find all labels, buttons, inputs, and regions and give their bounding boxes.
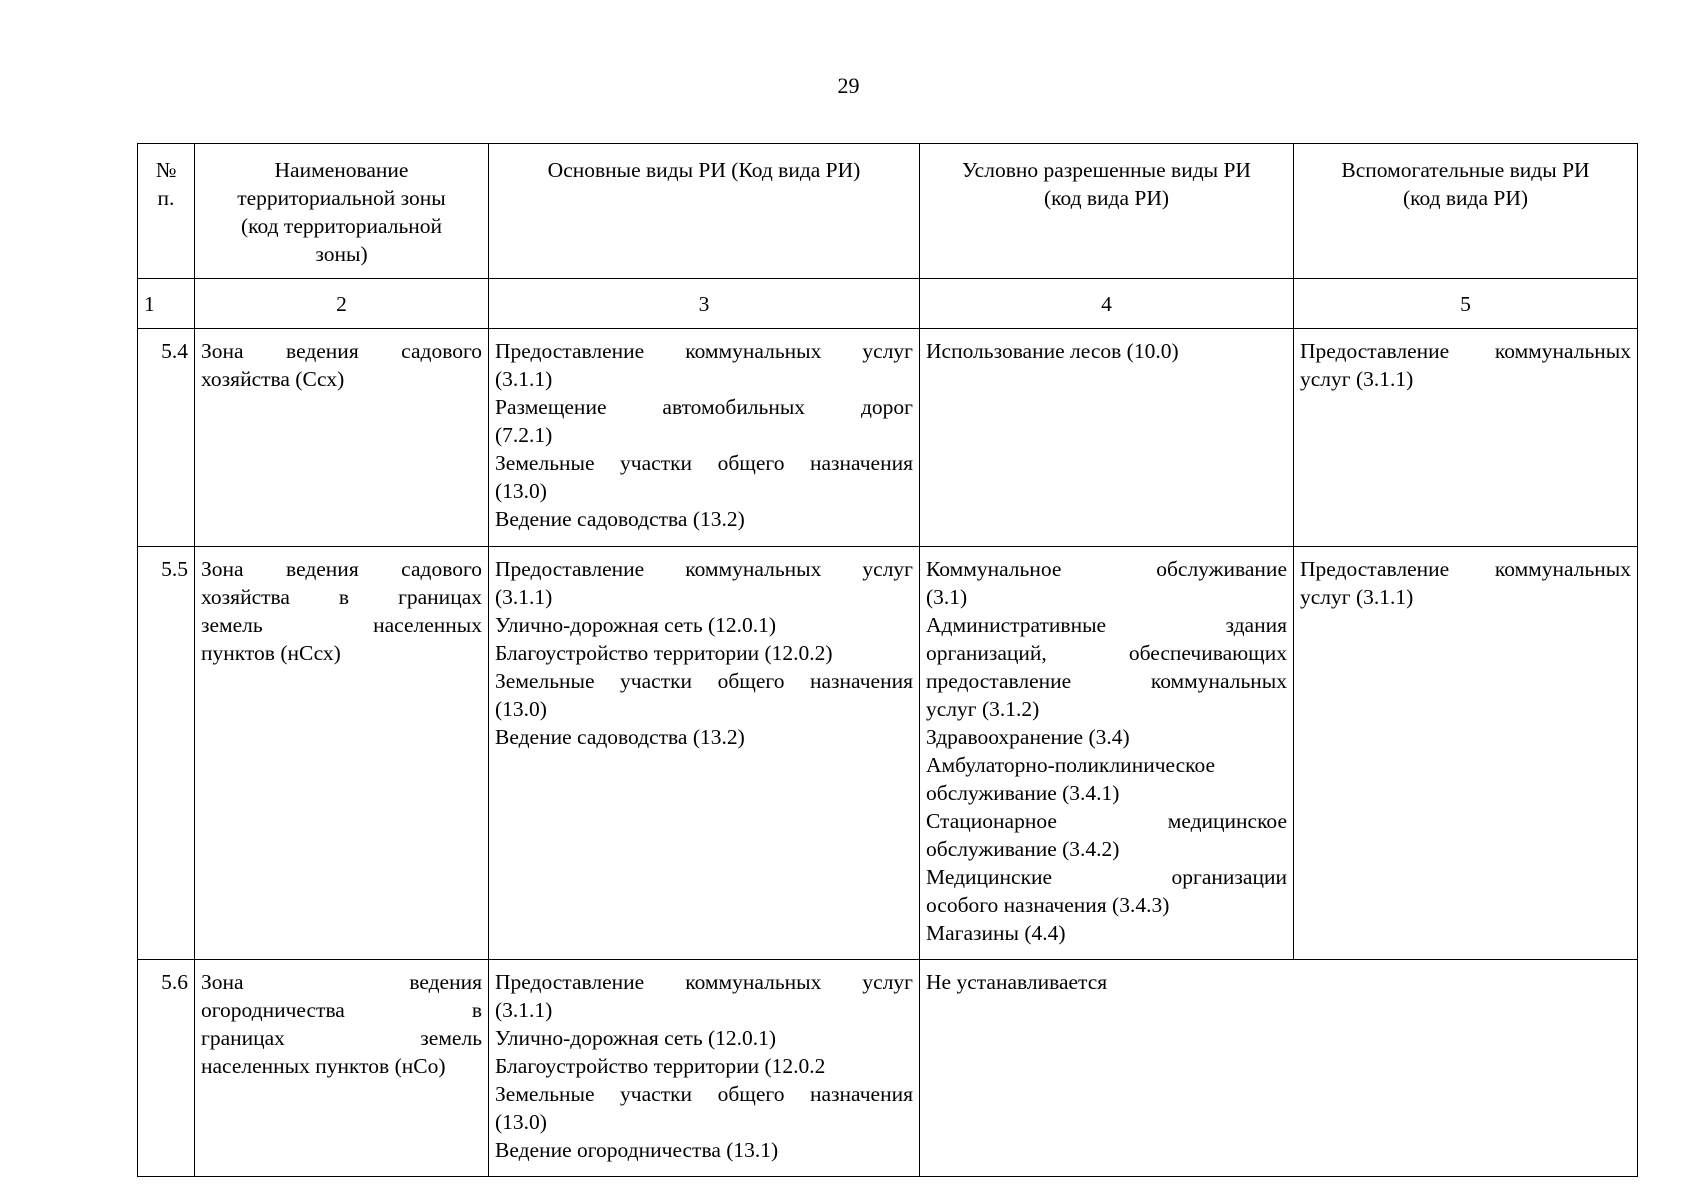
header-conditional-uses [920,144,1294,279]
cell-text-line: хозяйства (Ссх) [201,367,345,391]
auxiliary-uses-cell [1294,547,1638,960]
header-text-line: Вспомогательные виды РИ [1341,158,1590,182]
header-text-line: Основные виды РИ (Код вида РИ) [547,158,861,182]
cell-text-line: Земельные участки общего назначения [495,669,913,693]
cell-text-line: Зона ведения садового [201,557,482,581]
cell-text-line: Улично-дорожная сеть (12.0.1) [495,613,777,637]
row-number: 5.5 [138,547,195,960]
cell-text-line: услуг (3.1.1) [1300,585,1414,609]
cell-text-line: Земельные участки общего назначения [495,451,913,475]
cell-text-line: Ведение садоводства (13.2) [495,725,745,749]
main-uses-cell [489,547,920,960]
cell-text-line: населенных пунктов (нСо) [201,1054,446,1078]
cell-text-line: обслуживание (3.4.1) [926,781,1120,805]
land-use-zones-table [137,143,1638,1177]
cell-text-line: Административные здания [926,613,1287,637]
table-row [138,547,1638,960]
header-number [138,144,195,279]
cell-text-line: Ведение садоводства (13.2) [495,507,745,531]
cell-text-line: (7.2.1) [495,423,553,447]
header-text-line: (код вида РИ) [1043,186,1170,210]
cell-text-line: Благоустройство территории (12.0.2 [495,1054,826,1078]
cell-text-line: (3.1.1) [495,998,553,1022]
cell-text-line: огородничества в [201,998,482,1022]
cell-text-line: Улично-дорожная сеть (12.0.1) [495,1026,777,1050]
cell-text-line: Благоустройство территории (12.0.2) [495,641,833,665]
cell-text-line: Коммунальное обслуживание [926,557,1287,581]
cell-text-line: обслуживание (3.4.2) [926,837,1120,861]
cell-text-line: предоставление коммунальных [926,669,1287,693]
cell-text-line: (3.1) [926,585,968,609]
cell-text-line: Не устанавливается [926,970,1108,994]
zone-name-cell [195,329,489,547]
cell-text-line: границах земель [201,1026,482,1050]
cell-text-line: организаций, обеспечивающих [926,641,1287,665]
cell-text-line: Земельные участки общего назначения [495,1082,913,1106]
header-auxiliary-uses [1294,144,1638,279]
cell-text-line: (13.0) [495,479,547,503]
zone-name-cell [195,960,489,1177]
column-number-row [138,279,1638,329]
cell-text-line: Использование лесов (10.0) [926,339,1179,363]
main-uses-cell [489,960,920,1177]
cell-text-line: Стационарное медицинское [926,809,1287,833]
table-row [138,329,1638,547]
table-row [138,960,1638,1177]
main-uses-cell [489,329,920,547]
cell-text-line: Зона ведения садового [201,339,482,363]
row-number: 5.4 [138,329,195,547]
cell-text-line: (13.0) [495,1110,547,1134]
header-text-line: (код территориальной [240,214,443,238]
cell-text-line: (3.1.1) [495,585,553,609]
header-text-line: Условно разрешенные виды РИ [962,158,1251,182]
header-text-line: п. [157,186,175,210]
cell-text-line: Зона ведения [201,970,482,994]
column-number: 1 [138,279,195,329]
cell-text-line: (13.0) [495,697,547,721]
column-number: 3 [489,279,920,329]
cell-text-line: Предоставление коммунальных [1300,339,1631,363]
row-number: 5.6 [138,960,195,1177]
header-text-line: территориальной зоны [237,186,446,210]
conditional-uses-cell [920,329,1294,547]
cell-text-line: Предоставление коммунальных услуг [495,557,913,581]
header-text-line: Наименование [274,158,409,182]
cell-text-line: Ведение огородничества (13.1) [495,1138,779,1162]
header-main-uses [489,144,920,279]
table-header-row [138,144,1638,279]
column-number: 2 [195,279,489,329]
cell-text-line: особого назначения (3.4.3) [926,893,1170,917]
cell-text-line: Размещение автомобильных дорог [495,395,913,419]
cell-text-line: Предоставление коммунальных услуг [495,339,913,363]
zone-name-cell [195,547,489,960]
column-number: 5 [1294,279,1638,329]
column-number: 4 [920,279,1294,329]
cell-text-line: Здравоохранение (3.4) [926,725,1130,749]
cell-text-line: Предоставление коммунальных услуг [495,970,913,994]
auxiliary-uses-cell [1294,329,1638,547]
cell-text-line: Предоставление коммунальных [1300,557,1631,581]
header-text-line: (код вида РИ) [1402,186,1529,210]
cell-text-line: Магазины (4.4) [926,921,1066,945]
cell-text-line: хозяйства в границах [201,585,482,609]
cell-text-line: Амбулаторно-поликлиническое [926,753,1216,777]
page-number: 29 [837,73,860,98]
cell-text-line: услуг (3.1.1) [1300,367,1414,391]
cell-text-line: земель населенных [201,613,482,637]
conditional-uses-cell [920,547,1294,960]
cell-text-line: услуг (3.1.2) [926,697,1040,721]
cell-text-line: пунктов (нСсх) [201,641,341,665]
conditional-and-auxiliary-uses-cell [920,960,1638,1177]
header-text-line: зоны) [315,242,368,266]
header-zone-name [195,144,489,279]
cell-text-line: Медицинские организации [926,865,1287,889]
header-text-line: № [155,158,177,182]
cell-text-line: (3.1.1) [495,367,553,391]
